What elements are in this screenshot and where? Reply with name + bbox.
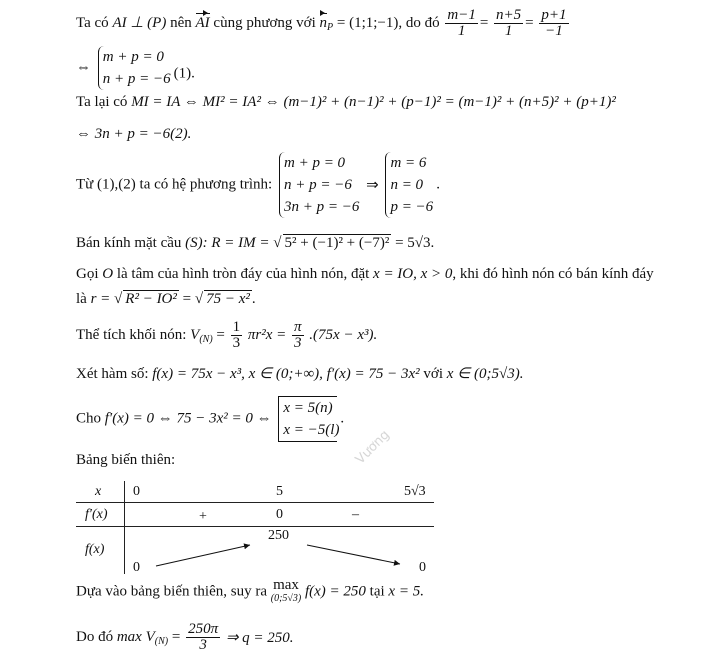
fraction-m: $\frac{m-1}{1}$ (447, 7, 476, 39)
expr-max-value: f(x) = 250 (304, 583, 366, 600)
text-tu-he: Từ (1),(2) ta có hệ phương trình: (76, 176, 273, 193)
equals-sign: = (479, 14, 489, 31)
expr-q-250: ⇒ q = 250. (225, 630, 294, 646)
expr-ai-perp-p: AI ⊥ (P) (112, 14, 167, 31)
table-x-5: 5 (276, 484, 283, 499)
expr-pi-r2x: πr²x = (247, 327, 287, 343)
expr-r-eq: r = (90, 291, 111, 307)
point-o: O (102, 266, 114, 282)
solution-bracket: x = 5(n) x = −5(l) (278, 396, 337, 442)
text-hinh-non: , khi đó hình nón có bán kính đáy (452, 266, 654, 282)
text-goi: Gọi (76, 266, 99, 282)
table-f-start: 0 (133, 560, 140, 575)
vector-n-subscript: P (327, 21, 334, 33)
vector-n: n (319, 14, 327, 31)
table-f-max: 250 (268, 528, 289, 543)
expr-domain: x ∈ (0;5√3). (446, 366, 524, 382)
text-the-tich: Thể tích khối nón: (76, 327, 187, 343)
fraction-n: $\frac{n+5}{1}$ (496, 7, 522, 39)
sqrt-r-io: R² − IO² (125, 291, 177, 307)
table-sign-plus: + (199, 509, 207, 524)
period: . (436, 176, 440, 193)
text-ta-co: Ta có (76, 14, 109, 31)
expr-x-io: x = IO, x > 0 (373, 266, 453, 282)
max-v-subscript: (N) (154, 635, 169, 647)
iff-symbol: ⇔ (76, 59, 91, 76)
text-cung-phuong: cùng phương với (213, 14, 316, 31)
text-do-do: , do đó (398, 14, 440, 31)
table-fprime-zero: 0 (276, 507, 283, 522)
table-f-label: f(x) (85, 542, 105, 557)
implies-arrow: ⇒ (366, 177, 379, 194)
fraction-250pi-3: $\frac{250\pi}{3}$ (188, 621, 219, 653)
text-bang-bien-thien: Bảng biến thiên: (76, 452, 176, 468)
sphere-s: (S): (185, 235, 208, 251)
equation-tag-1: (1). (173, 65, 195, 82)
line-6: Bán kính mặt cầu (S): R = IM = √ 5² + (−1)² + (−7)² = 5√3. (76, 235, 435, 251)
sqrt-radicand: 5² + (−1)² + (−7)² (284, 235, 390, 251)
text-tai: tại (369, 583, 385, 600)
expr-equation-2: ⇔ 3n + p = −6(2). (76, 126, 192, 142)
expr-volume-poly: .(75x − x³). (309, 327, 378, 343)
text-do-do: Do đó (76, 629, 114, 645)
volume-v: V (190, 327, 200, 343)
expr-function-f: f(x) = 75x − x³, x ∈ (0;+∞), (152, 366, 323, 382)
period: . (251, 291, 256, 307)
volume-subscript: (N) (199, 333, 213, 345)
text-xet-ham-so: Xét hàm số: (76, 366, 149, 382)
fraction-p: $\frac{p+1}{-1}$ (541, 7, 567, 39)
equals-sign: = (216, 327, 225, 343)
equals-sign: = (171, 629, 181, 645)
fraction-one-third: $\frac{1}{3}$ (232, 319, 241, 351)
expr-derivative-zero: f′(x) = 0 ⇔ 75 − 3x² = 0 ⇔ (104, 410, 272, 427)
arrow-increasing (156, 545, 250, 566)
expr-r-im: R = IM = (211, 235, 270, 251)
expr-5-sqrt3: = 5√3 (395, 235, 431, 251)
table-f-end: 0 (419, 560, 426, 575)
table-x-5sqrt3: 5√3 (404, 484, 426, 499)
expr-n-p-value: = (1;1;−1) (336, 14, 399, 31)
text-dua-vao: Dựa vào bảng biến thiên, suy ra (76, 583, 267, 600)
text-voi: với (423, 366, 444, 382)
system-1: m + p = 0 n + p = −6 (98, 46, 171, 90)
text-ta-lai-co: Ta lại có (76, 94, 128, 110)
line-14 (76, 622, 294, 653)
table-x-label: x (95, 484, 102, 499)
table-fprime-label: f′(x) (85, 507, 108, 522)
watermark: Vương (352, 427, 393, 468)
expr-derivative: f′(x) = 75 − 3x² (326, 366, 420, 382)
text-ban-kinh: Bán kính mặt cầu (76, 235, 182, 251)
text-la: là (76, 291, 87, 307)
expr-mi-ia: MI = IA ⇔ MI² = IA² ⇔ (m−1)² + (n−1)² + (p−1)² = (m−1)² + (n+5)² + (p+1)² (131, 94, 616, 110)
text-nen: nên (170, 14, 192, 31)
arrow-decreasing (307, 545, 400, 564)
table-sign-minus: – (352, 507, 359, 522)
line-8: là r = √ R² − IO² = √ 75 − x² . (76, 291, 256, 307)
text-cho: Cho (76, 410, 102, 427)
line-13 (76, 578, 424, 606)
fraction-pi-third: $\frac{\pi}{3}$ (294, 319, 302, 351)
max-operator: max (0;5√3) (270, 577, 302, 604)
period: . (430, 235, 435, 251)
table-x-0: 0 (133, 484, 140, 499)
equals-sign: = (182, 291, 192, 307)
vector-ai: AI (195, 14, 210, 31)
period: . (340, 410, 345, 427)
solution-system: m = 6 n = 0 p = −6 (385, 152, 433, 218)
expr-x-5: x = 5. (388, 583, 424, 600)
system-3: m + p = 0 n + p = −6 3n + p = −6 (279, 152, 359, 218)
expr-max-v: max V (116, 629, 155, 645)
sqrt-75-x2: 75 − x² (206, 291, 250, 307)
equals-sign: = (525, 14, 534, 31)
text-tam-hinh-tron: là tâm của hình tròn đáy của hình nón, đặt (116, 266, 370, 282)
